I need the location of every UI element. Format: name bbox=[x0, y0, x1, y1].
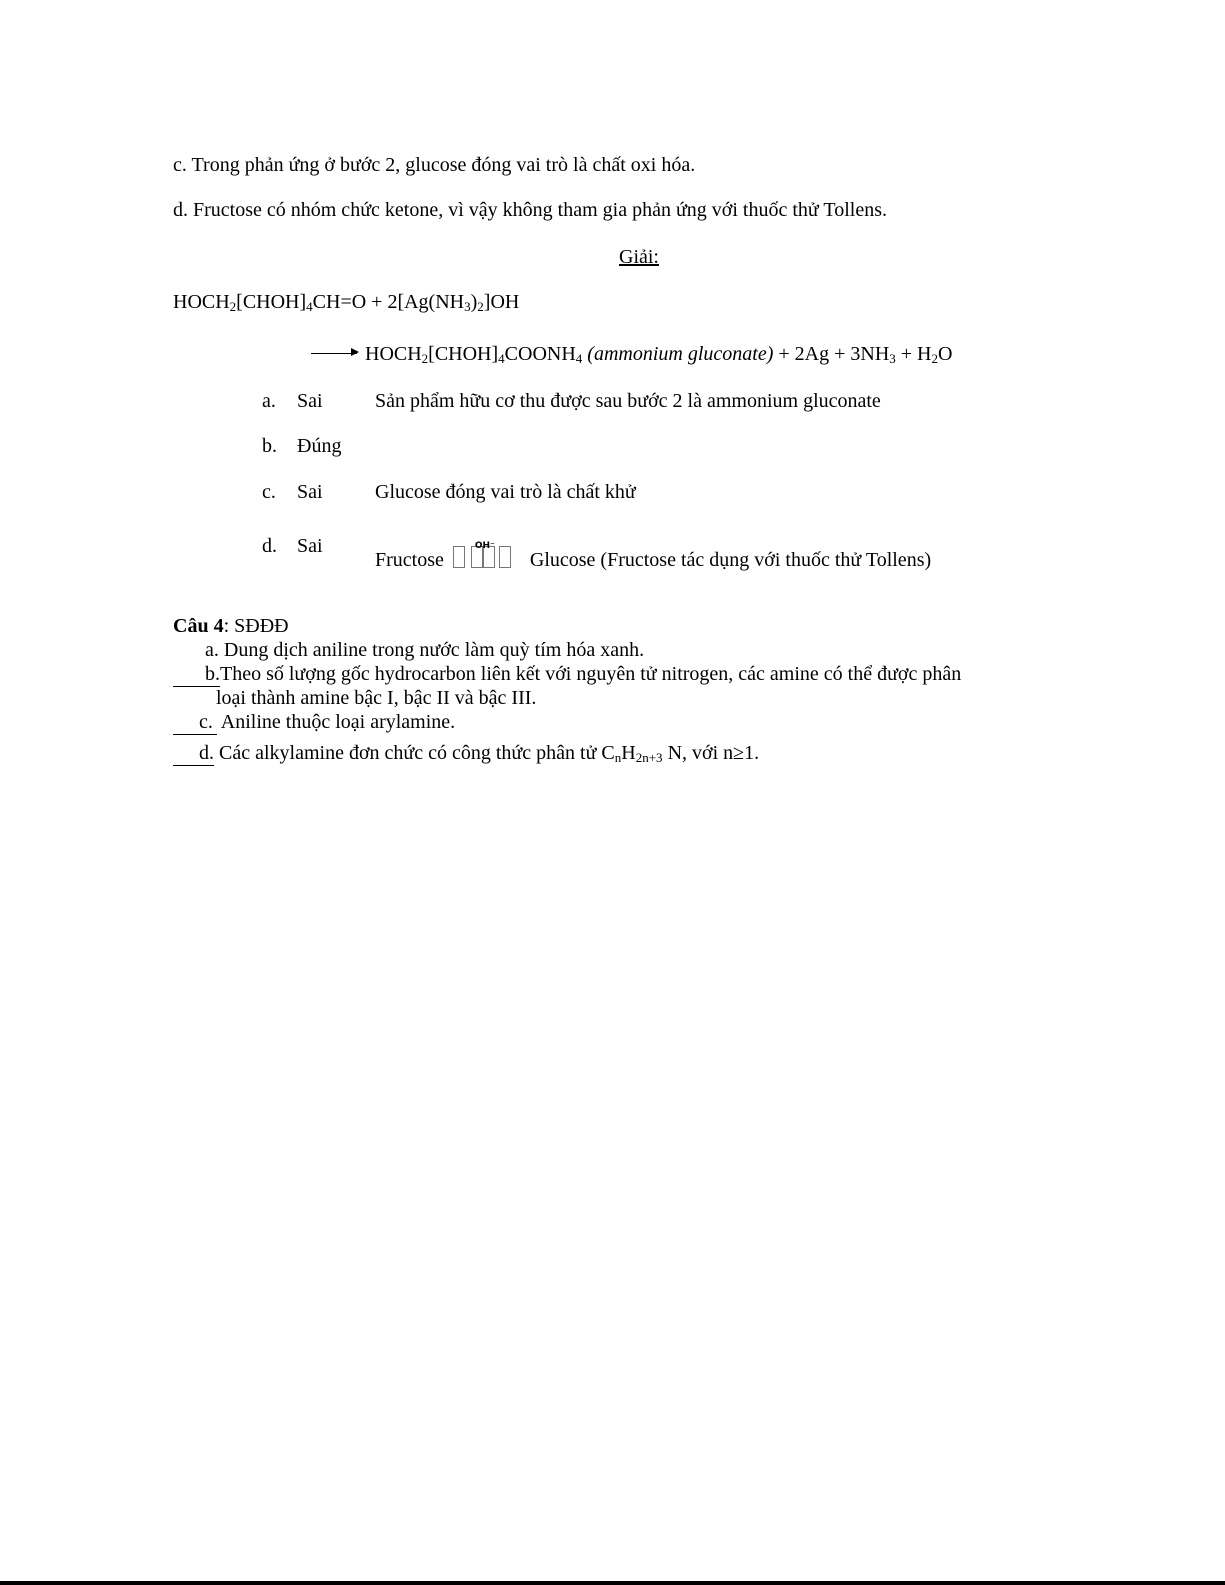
item-label: d. bbox=[199, 742, 214, 764]
reactant-part: HOCH bbox=[173, 291, 230, 313]
answer-blank bbox=[173, 710, 217, 735]
answer-blank bbox=[173, 741, 214, 766]
product-part: COONH bbox=[504, 343, 576, 365]
subscript: 4 bbox=[575, 351, 583, 366]
reactant-part: ]OH bbox=[483, 291, 520, 313]
glucose-label: Glucose (Fructose tác dụng với thuốc thử Tollens) bbox=[529, 549, 932, 571]
answer-row-a bbox=[0, 389, 1225, 413]
answer-verdict: Sai bbox=[297, 535, 323, 557]
item-text: H bbox=[621, 742, 636, 764]
item-text: Theo số lượng gốc hydrocarbon liên kết với nguyên tử nitrogen, các amine có thể được phân bbox=[220, 663, 962, 685]
product-name: (ammonium gluconate) bbox=[587, 343, 774, 365]
catalyst-label: OH⁻ bbox=[474, 541, 495, 551]
item-label: c. bbox=[199, 711, 213, 733]
subscript: 3 bbox=[464, 299, 471, 314]
subscript: 4 bbox=[498, 351, 505, 366]
subscript: 2 bbox=[931, 351, 938, 366]
subscript: 2 bbox=[421, 351, 429, 366]
answer-note: Glucose đóng vai trò là chất khử bbox=[375, 481, 636, 503]
question4-c bbox=[173, 710, 455, 735]
answer-verdict: Sai bbox=[297, 481, 323, 503]
question4-header bbox=[173, 614, 289, 638]
question4-a: a. Dung dịch aniline trong nước làm quỳ tím hóa xanh. bbox=[205, 639, 645, 661]
subscript: n bbox=[614, 750, 622, 765]
page-bottom-rule bbox=[0, 1581, 1225, 1585]
item-label: b. bbox=[205, 663, 220, 685]
reactant-part: [CHOH] bbox=[236, 291, 307, 313]
item-text: Aniline thuộc loại arylamine. bbox=[216, 711, 456, 733]
reactant-part: CH=O + 2[Ag(NH bbox=[312, 291, 465, 313]
reactant-part: ) bbox=[470, 291, 478, 313]
answer-note: Sản phẩm hữu cơ thu được sau bước 2 là ammonium gluconate bbox=[375, 390, 881, 412]
subscript: 2n+3 bbox=[635, 750, 663, 765]
question4-d bbox=[173, 741, 759, 766]
answer-note bbox=[375, 542, 931, 572]
equilibrium-arrow-icon bbox=[453, 542, 517, 568]
item-text: Các alkylamine đơn chức có công thức phân tử C bbox=[214, 742, 615, 764]
question-label: Câu 4 bbox=[173, 615, 224, 637]
subscript: 4 bbox=[306, 299, 313, 314]
equation-reactants bbox=[173, 290, 519, 314]
question4-b-cont: loại thành amine bậc I, bậc II và bậc III. bbox=[216, 687, 537, 709]
answer-row-d bbox=[0, 534, 1225, 574]
fructose-label: Fructose bbox=[375, 549, 444, 571]
product-part: + 2Ag + 3NH bbox=[778, 343, 890, 365]
answer-verdict: Sai bbox=[297, 390, 323, 412]
statement-c: c. Trong phản ứng ở bước 2, glucose đóng vai trò là chất oxi hóa. bbox=[173, 154, 696, 176]
answer-letter: d. bbox=[262, 535, 277, 557]
answer-row-b bbox=[0, 434, 1225, 458]
answer-key: : SĐĐĐ bbox=[223, 615, 289, 637]
subscript: 2 bbox=[477, 299, 484, 314]
answer-letter: a. bbox=[262, 390, 276, 412]
answer-verdict: Đúng bbox=[297, 435, 342, 457]
reaction-arrow-icon bbox=[311, 353, 357, 354]
product-part: + H bbox=[900, 343, 932, 365]
equation-products bbox=[311, 342, 952, 366]
product-part: HOCH bbox=[365, 343, 422, 365]
answer-letter: b. bbox=[262, 435, 277, 457]
question4-b bbox=[173, 662, 961, 687]
answer-row-c bbox=[0, 480, 1225, 504]
subscript: 3 bbox=[889, 351, 896, 366]
subscript: 2 bbox=[229, 299, 237, 314]
product-part: [CHOH] bbox=[428, 343, 499, 365]
product-part: O bbox=[938, 343, 953, 365]
answer-blank bbox=[173, 662, 220, 687]
item-text: N, với n≥1. bbox=[667, 742, 760, 764]
solution-heading: Giải: bbox=[619, 246, 659, 268]
statement-d: d. Fructose có nhóm chức ketone, vì vậy không tham gia phản ứng với thuốc thử Tollens. bbox=[173, 199, 887, 221]
answer-letter: c. bbox=[262, 481, 276, 503]
